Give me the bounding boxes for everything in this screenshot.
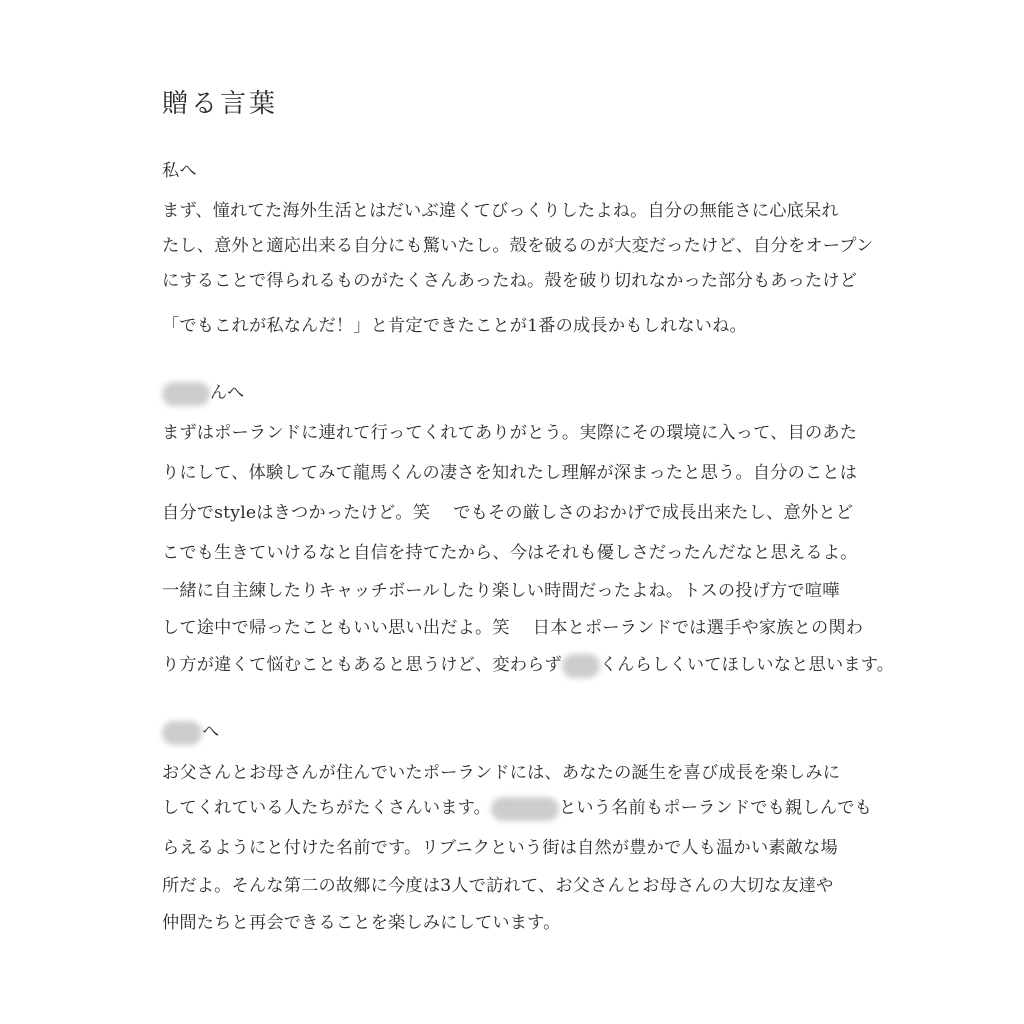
paragraph-line: して途中で帰ったこともいい思い出だよ。笑 日本とポーランドでは選手や家族との関わ [162,618,864,638]
paragraph-text: してくれている人たちがたくさんいます。 [162,798,491,818]
paragraph-line: まずはポーランドに連れて行ってくれてありがとう。実際にその環境に入って、目のあた [162,423,858,443]
redacted-name [162,721,202,745]
paragraph-line: 仲間たちと再会できることを楽しみにしています。 [162,913,561,933]
paragraph-text: という名前もポーランドでも親しんでも [559,798,872,818]
page-title: 贈る言葉 [162,89,279,119]
redacted-name [562,654,600,678]
salutation-child [162,715,219,749]
paragraph-line: らえるようにと付けた名前です。リブニクという街は自然が豊かで人も温かい素敵な場 [162,838,838,858]
salutation-suffix: んへ [210,383,245,403]
paragraph-line [162,791,872,825]
paragraph-line [162,648,894,682]
paragraph-line: にすることで得られるものがたくさんあったね。殻を破り切れなかった部分もあったけど [162,271,858,291]
paragraph-text: くんらしくいてほしいなと思います。 [599,655,895,675]
salutation-suffix: へ [202,722,220,742]
paragraph-line: たし、意外と適応出来る自分にも驚いたし。殻を破るのが大変だったけど、自分をオープン [162,236,874,256]
salutation-self: 私へ [162,161,197,181]
paragraph-line: まず、憧れてた海外生活とはだいぶ違くてびっくりしたよね。自分の無能さに心底呆れ [162,201,839,221]
paragraph-line: 所だよ。そんな第二の故郷に今度は3人で訪れて、お父さんとお母さんの大切な友達や [162,876,834,896]
redacted-name [162,382,210,406]
salutation-partner [162,376,244,410]
paragraph-line: 一緒に自主練したりキャッチボールしたり楽しい時間だったよね。トスの投げ方で喧嘩 [162,581,840,601]
paragraph-line: こでも生きていけるなと自信を持てたから、今はそれも優しさだったんだなと思えるよ。 [162,543,858,563]
paragraph-line: お父さんとお母さんが住んでいたポーランドには、あなたの誕生を喜び成長を楽しみに [162,763,841,783]
redacted-name [491,797,559,821]
paragraph-text: り方が違くて悩むこともあると思うけど、変わらず [162,655,562,675]
paragraph-line: りにして、体験してみて龍馬くんの凄さを知れたし理解が深まったと思う。自分のことは [162,463,858,483]
paragraph-line: 自分でstyleはきつかったけど。笑 でもその厳しさのおかげで成長出来たし、意外とど [162,503,854,523]
paragraph-line: 「でもこれが私なんだ！」と肯定できたことが1番の成長かもしれないね。 [162,316,747,336]
